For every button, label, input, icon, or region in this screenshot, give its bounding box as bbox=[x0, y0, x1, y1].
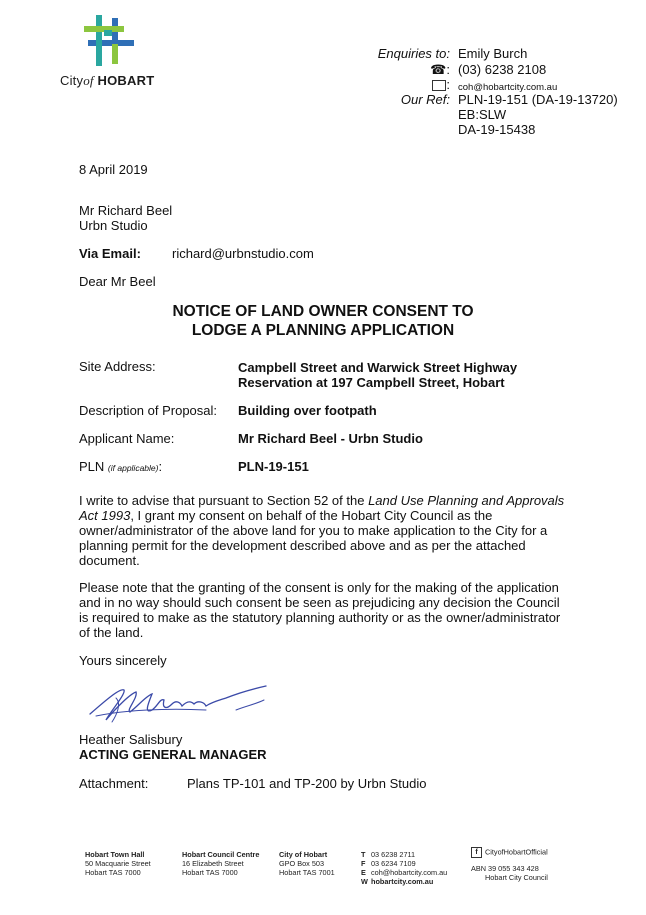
footer-facebook-link[interactable]: CityofHobartOfficial bbox=[485, 847, 548, 857]
footer-social-abn: f CityofHobartOfficial ABN 39 055 343 428 Hobart City Council bbox=[471, 847, 548, 882]
attachment-label: Attachment: bbox=[79, 776, 149, 791]
p2-line3: is required to make as the statutory planning authority or as the owner/administrator bbox=[79, 610, 561, 625]
phone-icon: ☎ bbox=[430, 62, 447, 77]
closing: Yours sincerely bbox=[79, 653, 167, 668]
recipient-name: Mr Richard Beel bbox=[79, 203, 173, 218]
attachment-value: Plans TP-101 and TP-200 by Urbn Studio bbox=[187, 776, 427, 791]
proposal-label: Description of Proposal: bbox=[79, 403, 218, 418]
facebook-icon: f bbox=[471, 847, 482, 858]
site-address-line2: Reservation at 197 Campbell Street, Hobart bbox=[238, 375, 505, 390]
city-of-hobart-logo-icon bbox=[82, 14, 136, 70]
enquiries-email: coh@hobartcity.com.au bbox=[458, 82, 558, 93]
our-ref-1: PLN-19-151 (DA-19-13720) bbox=[458, 92, 618, 107]
footer-contact: T 03 6238 2711 F 03 6234 7109 E coh@hobartcity.com.au W hobartcity.com.au bbox=[361, 850, 448, 886]
footer-council-centre: Hobart Council Centre 16 Elizabeth Street Hobart TAS 7000 bbox=[182, 850, 260, 877]
footer-postal: City of Hobart GPO Box 503 Hobart TAS 7001 bbox=[279, 850, 335, 877]
enquiries-label: Enquiries to: bbox=[377, 46, 450, 61]
p1-line2: Act 1993, I grant my consent on behalf of the Hobart City Council as the bbox=[79, 508, 493, 523]
our-ref-2: EB:SLW bbox=[458, 107, 507, 122]
site-address-line1: Campbell Street and Warwick Street Highway bbox=[238, 360, 518, 375]
p1-line3: owner/administrator of the above land for you to make application to the City for a bbox=[79, 523, 548, 538]
logo-wordmark: Cityof HOBART bbox=[60, 73, 155, 88]
notice-title-line1: NOTICE OF LAND OWNER CONSENT TO bbox=[172, 303, 474, 320]
email-label: : bbox=[432, 77, 450, 92]
pln-label: PLN (if applicable): bbox=[79, 459, 163, 474]
our-ref-3: DA-19-15438 bbox=[458, 122, 536, 137]
signatory-name: Heather Salisbury bbox=[79, 732, 183, 747]
p2-line4: of the land. bbox=[79, 625, 144, 640]
our-ref-label: Our Ref: bbox=[400, 92, 450, 107]
footer-town-hall: Hobart Town Hall 50 Macquarie Street Hobart TAS 7000 bbox=[85, 850, 151, 877]
body-paragraph-1 bbox=[79, 493, 579, 568]
footer-email-link[interactable]: coh@hobartcity.com.au bbox=[371, 868, 448, 877]
pln-value: PLN-19-151 bbox=[238, 459, 309, 474]
email-icon bbox=[432, 80, 446, 91]
p1-line1: I write to advise that pursuant to Section 52 of the Land Use Planning and Approvals bbox=[79, 493, 565, 508]
salutation: Dear Mr Beel bbox=[79, 274, 156, 289]
enquiries-name: Emily Burch bbox=[458, 46, 528, 61]
p1-line4: planning permit for the development described above and as per the attached bbox=[79, 538, 526, 553]
p1-line5: document. bbox=[79, 553, 140, 568]
applicant-value: Mr Richard Beel - Urbn Studio bbox=[238, 431, 423, 446]
applicant-label: Applicant Name: bbox=[79, 431, 175, 446]
enquiries-phone: (03) 6238 2108 bbox=[458, 62, 547, 77]
p2-line1: Please note that the granting of the consent is only for the making of the application bbox=[79, 580, 559, 595]
via-email-label: Via Email: bbox=[79, 246, 141, 261]
letter-date: 8 April 2019 bbox=[79, 162, 148, 177]
body-paragraph-2 bbox=[79, 580, 579, 640]
signature-icon bbox=[86, 680, 272, 730]
proposal-value: Building over footpath bbox=[238, 403, 377, 418]
recipient-company: Urbn Studio bbox=[79, 218, 148, 233]
footer-website-link[interactable]: hobartcity.com.au bbox=[371, 877, 434, 886]
site-address-label: Site Address: bbox=[79, 359, 156, 374]
p2-line2: and in no way should such consent be seen as prejudicing any decision the Council bbox=[79, 595, 560, 610]
phone-label: ☎: bbox=[430, 62, 450, 77]
via-email-value: richard@urbnstudio.com bbox=[172, 246, 314, 261]
notice-title-line2: LODGE A PLANNING APPLICATION bbox=[191, 322, 455, 339]
signatory-title: ACTING GENERAL MANAGER bbox=[79, 747, 267, 762]
